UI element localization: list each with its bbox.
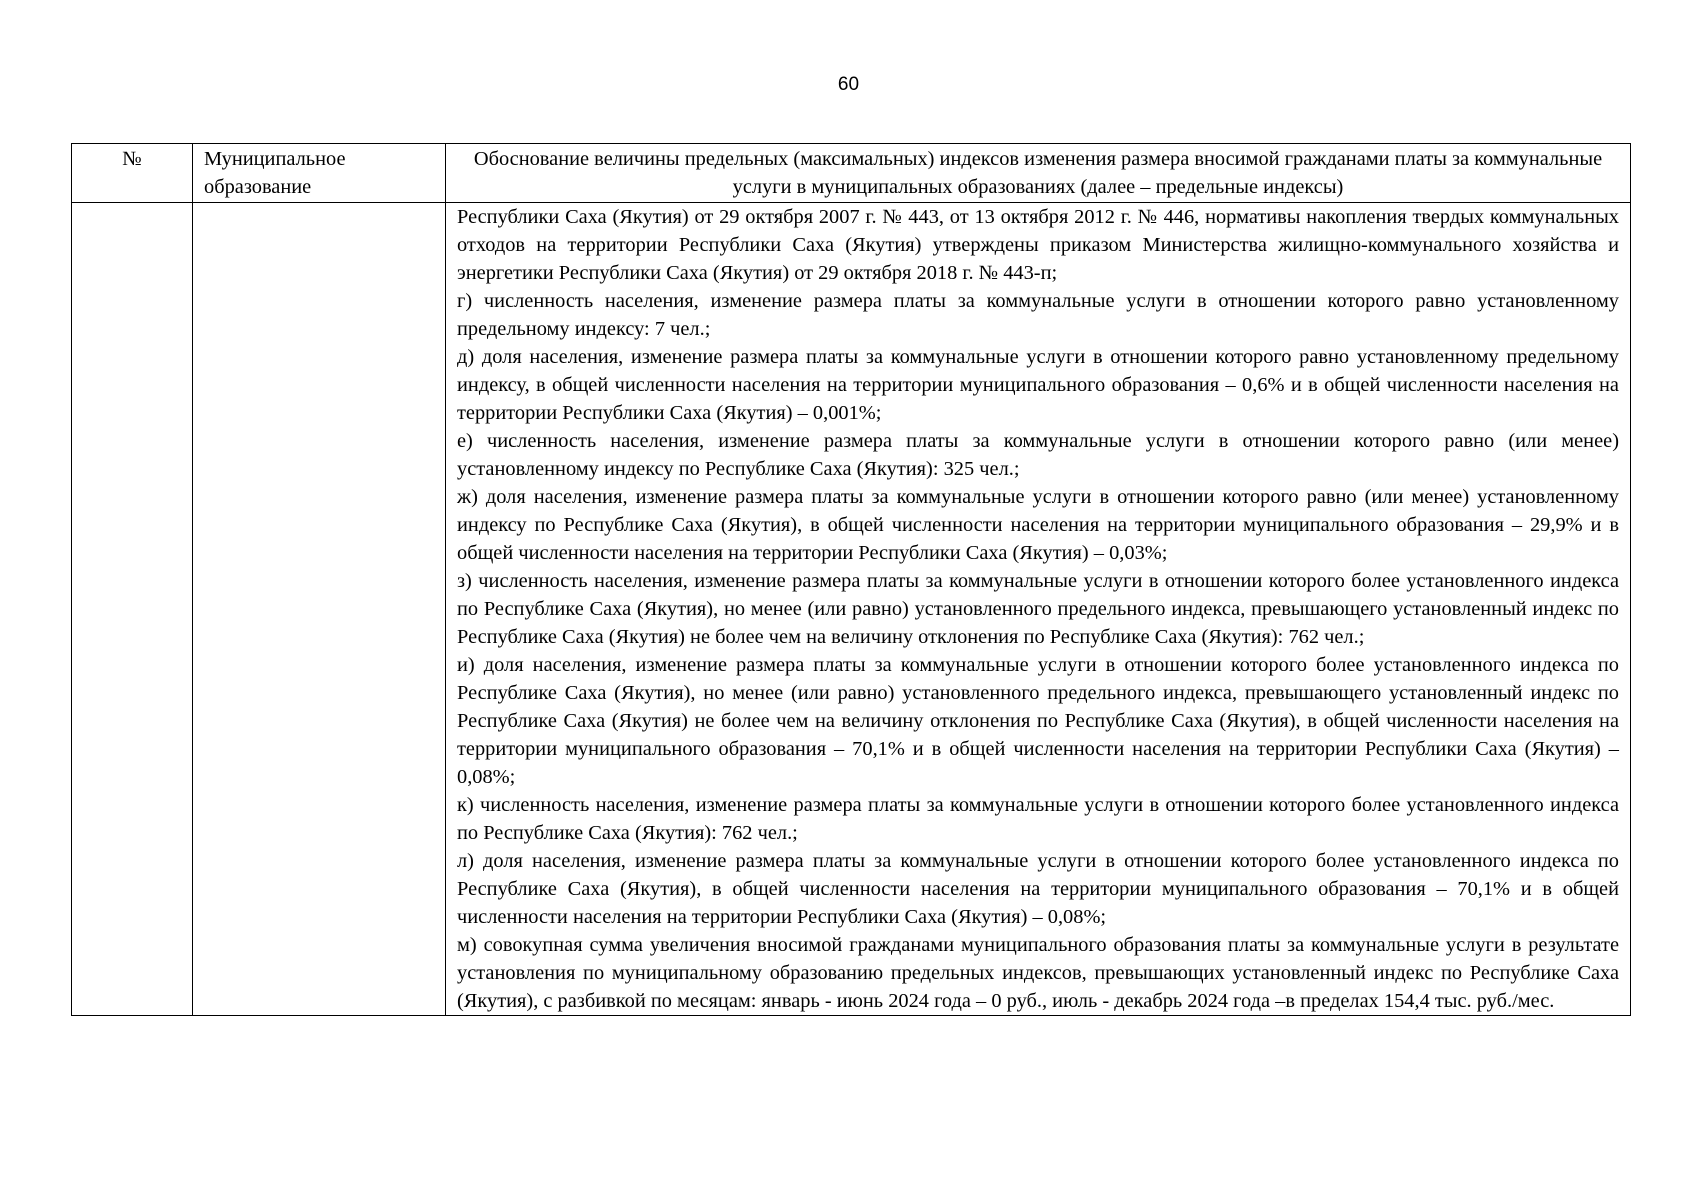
cell-municipality [193,203,446,1016]
paragraph-zh: ж) доля населения, изменение размера платы за коммунальные услуги в отношении которого равно (или менее) установленному индексу по Республике Саха (Якутия), в общей численности населения на территории муниципального образования – 29,9% и в общей численности населения на территории Республики Саха (Якутия) – 0,03%; [457,486,1619,564]
table-header-row [72,144,1631,203]
header-justification: Обоснование величины предельных (максимальных) индексов изменения размера вносимой гражданами платы за коммунальные услуги в муниципальных образованиях (далее – предельные индексы) [446,144,1631,203]
page-number: 60 [837,74,860,95]
table-row [72,203,1631,1016]
paragraph-continuation: Республики Саха (Якутия) от 29 октября 2007 г. № 443, от 13 октября 2012 г. № 446, нормативы накопления твердых коммунальных отходов на территории Республики Саха (Якутия) утверждены приказом Министерства жилищно-коммунального хозяйства и энергетики Республики Саха (Якутия) от 29 октября 2018 г. № 443-п; [457,206,1619,284]
paragraph-e: е) численность населения, изменение размера платы за коммунальные услуги в отношении которого равно (или менее) установленному индексу по Республике Саха (Якутия): 325 чел.; [457,430,1619,480]
cell-justification [446,203,1631,1016]
header-municipality: Муниципальное образование [193,144,446,203]
paragraph-k: к) численность населения, изменение размера платы за коммунальные услуги в отношении которого более установленного индекса по Республике Саха (Якутия): 762 чел.; [457,794,1619,844]
header-number: № [72,144,193,203]
paragraph-l: л) доля населения, изменение размера платы за коммунальные услуги в отношении которого более установленного индекса по Республике Саха (Якутия), в общей численности населения на территории муниципального образования – 70,1% и в общей численности населения на территории Республики Саха (Якутия) – 0,08%; [457,850,1619,928]
paragraph-g: г) численность населения, изменение размера платы за коммунальные услуги в отношении которого равно установленному предельному индексу: 7 чел.; [457,290,1619,340]
paragraph-m: м) совокупная сумма увеличения вносимой гражданами муниципального образования платы за коммунальные услуги в результате установления по муниципальному образованию предельных индексов, превышающих установленный индекс по Республике Саха (Якутия), с разбивкой по месяцам: январь - июнь 2024 года – 0 руб., июль - декабрь 2024 года –в пределах 154,4 тыс. руб./мес. [457,934,1619,1012]
paragraph-z: з) численность населения, изменение размера платы за коммунальные услуги в отношении которого более установленного индекса по Республике Саха (Якутия), но менее (или равно) установленного предельного индекса, превышающего установленный индекс по Республике Саха (Якутия) не более чем на величину отклонения по Республике Саха (Якутия): 762 чел.; [457,570,1619,648]
cell-number [72,203,193,1016]
paragraph-d: д) доля населения, изменение размера платы за коммунальные услуги в отношении которого равно установленному предельному индексу, в общей численности населения на территории муниципального образования – 0,6% и в общей численности населения на территории Республики Саха (Якутия) – 0,001%; [457,346,1619,424]
justification-table [71,143,1631,1016]
paragraph-i: и) доля населения, изменение размера платы за коммунальные услуги в отношении которого более установленного индекса по Республике Саха (Якутия), но менее (или равно) установленного предельного индекса, превышающего установленный индекс по Республике Саха (Якутия) не более чем на величину отклонения по Республике Саха (Якутия), в общей численности населения на территории муниципального образования – 70,1% и в общей численности населения на территории Республики Саха (Якутия) – 0,08%; [457,654,1619,788]
